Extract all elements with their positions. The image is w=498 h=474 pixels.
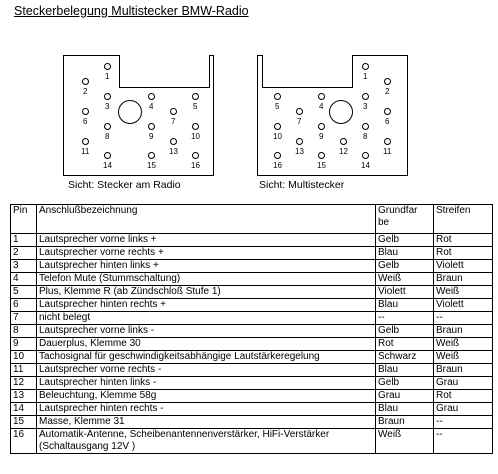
pin-15	[318, 152, 325, 159]
caption-radio: Sicht: Stecker am Radio	[68, 179, 181, 191]
table-row	[11, 247, 493, 260]
cell-streifen: --	[434, 416, 493, 429]
pin-11	[384, 138, 391, 145]
cell-bezeichnung: Beleuchtung, Klemme 58g	[37, 390, 376, 403]
pin-14	[104, 152, 111, 159]
header-grundfarbe	[376, 205, 434, 234]
pin-label-15: 15	[147, 161, 156, 170]
pin-16	[192, 152, 199, 159]
pin-label-11: 11	[81, 147, 90, 156]
table-row	[11, 273, 493, 286]
cell-streifen: Braun	[434, 273, 493, 286]
pin-label-5: 5	[193, 102, 198, 111]
cell-pin: 4	[11, 273, 37, 286]
pin-3	[362, 93, 369, 100]
table-row	[11, 234, 493, 247]
cell-bezeichnung: Tachosignal für geschwindigkeitsabhängige Lautstärkeregelung	[37, 351, 376, 364]
pin-7	[170, 108, 177, 115]
cell-grundfarbe: Gelb	[376, 234, 434, 247]
pin-table	[10, 204, 493, 454]
pin-label-14: 14	[103, 161, 112, 170]
header-grundfarbe-text: Grundfarbe	[378, 205, 418, 228]
cell-bezeichnung: Lautsprecher hinten links -	[37, 377, 376, 390]
cell-pin: 7	[11, 312, 37, 325]
cell-streifen: --	[434, 312, 493, 325]
center-hole	[118, 100, 142, 124]
connector-diagram-multistecker	[257, 55, 408, 176]
pin-4	[148, 93, 155, 100]
connector-notch	[119, 55, 210, 88]
pin-9	[148, 123, 155, 130]
cell-streifen: Braun	[434, 325, 493, 338]
cell-streifen: Grau	[434, 403, 493, 416]
pin-5	[192, 93, 199, 100]
cell-grundfarbe: Schwarz	[376, 351, 434, 364]
pin-9	[318, 123, 325, 130]
pin-label-1: 1	[363, 72, 368, 81]
cell-grundfarbe: Braun	[376, 416, 434, 429]
cell-grundfarbe: Blau	[376, 403, 434, 416]
table-body	[11, 234, 493, 454]
cell-streifen: Grau	[434, 377, 493, 390]
pin-label-7: 7	[171, 117, 176, 126]
cell-streifen: Weiß	[434, 286, 493, 299]
cell-pin: 15	[11, 416, 37, 429]
cell-pin: 5	[11, 286, 37, 299]
cell-bezeichnung: Telefon Mute (Stummschaltung)	[37, 273, 376, 286]
pin-label-2: 2	[83, 87, 88, 96]
table-row	[11, 260, 493, 273]
pin-label-1: 1	[105, 72, 110, 81]
pin-label-9: 9	[319, 132, 324, 141]
pin-8	[104, 123, 111, 130]
pin-1	[362, 63, 369, 70]
cell-pin: 11	[11, 364, 37, 377]
table-row	[11, 429, 493, 454]
pin-label-2: 2	[385, 87, 390, 96]
cell-grundfarbe: Gelb	[376, 260, 434, 273]
cell-grundfarbe: Gelb	[376, 377, 434, 390]
table-row	[11, 364, 493, 377]
table-row	[11, 312, 493, 325]
cell-streifen: --	[434, 429, 493, 454]
pin-label-16: 16	[191, 161, 200, 170]
cell-pin: 3	[11, 260, 37, 273]
cell-bezeichnung: Dauerplus, Klemme 30	[37, 338, 376, 351]
cell-pin: 16	[11, 429, 37, 454]
header-bezeichnung: Anschlußbezeichnung	[37, 205, 376, 234]
pin-label-4: 4	[149, 102, 154, 111]
cell-streifen: Weiß	[434, 351, 493, 364]
pin-label-7: 7	[297, 117, 302, 126]
cell-bezeichnung: Lautsprecher hinten rechts -	[37, 403, 376, 416]
pin-label-15: 15	[317, 161, 326, 170]
cell-bezeichnung: Masse, Klemme 31	[37, 416, 376, 429]
pin-label-9: 9	[149, 132, 154, 141]
table-row	[11, 390, 493, 403]
cell-streifen: Rot	[434, 390, 493, 403]
pin-13	[170, 138, 177, 145]
cell-grundfarbe: Blau	[376, 364, 434, 377]
cell-bezeichnung: Lautsprecher vorne links -	[37, 325, 376, 338]
pin-label-12: 12	[339, 147, 348, 156]
pin-4	[318, 93, 325, 100]
pin-label-13: 13	[295, 147, 304, 156]
pin-label-16: 16	[273, 161, 282, 170]
cell-streifen: Rot	[434, 234, 493, 247]
pin-label-8: 8	[363, 132, 368, 141]
pin-label-10: 10	[191, 132, 200, 141]
cell-bezeichnung: Lautsprecher vorne rechts -	[37, 364, 376, 377]
center-hole	[329, 100, 353, 124]
pin-label-3: 3	[363, 102, 368, 111]
cell-bezeichnung: nicht belegt	[37, 312, 376, 325]
pin-label-13: 13	[169, 147, 178, 156]
pin-8	[362, 123, 369, 130]
pin-label-5: 5	[275, 102, 280, 111]
pin-14	[362, 152, 369, 159]
pin-13	[296, 138, 303, 145]
cell-streifen: Weiß	[434, 338, 493, 351]
table-row	[11, 299, 493, 312]
cell-pin: 12	[11, 377, 37, 390]
pin-label-6: 6	[385, 117, 390, 126]
cell-pin: 13	[11, 390, 37, 403]
cell-pin: 9	[11, 338, 37, 351]
cell-grundfarbe: Grau	[376, 390, 434, 403]
cell-pin: 10	[11, 351, 37, 364]
pin-label-4: 4	[319, 102, 324, 111]
pin-label-8: 8	[105, 132, 110, 141]
header-streifen: Streifen	[434, 205, 493, 234]
pin-12	[340, 138, 347, 145]
pin-6	[82, 108, 89, 115]
cell-pin: 6	[11, 299, 37, 312]
cell-pin: 14	[11, 403, 37, 416]
cell-streifen: Braun	[434, 364, 493, 377]
pin-3	[104, 93, 111, 100]
pin-2	[82, 78, 89, 85]
connector-notch	[262, 55, 353, 88]
cell-bezeichnung: Lautsprecher vorne links +	[37, 234, 376, 247]
cell-grundfarbe: Violett	[376, 286, 434, 299]
pin-6	[384, 108, 391, 115]
cell-bezeichnung: Lautsprecher hinten rechts +	[37, 299, 376, 312]
pin-2	[384, 78, 391, 85]
cell-grundfarbe: Weiß	[376, 273, 434, 286]
pin-1	[104, 63, 111, 70]
table-row	[11, 377, 493, 390]
cell-bezeichnung: Automatik-Antenne, Scheibenantennenverstärker, HiFi-Verstärker (Schaltausgang 12V )	[37, 429, 376, 454]
cell-bezeichnung: Plus, Klemme R (ab Zündschloß Stufe 1)	[37, 286, 376, 299]
cell-grundfarbe: Rot	[376, 338, 434, 351]
pin-label-6: 6	[83, 117, 88, 126]
cell-streifen: Violett	[434, 260, 493, 273]
table-row	[11, 351, 493, 364]
cell-grundfarbe: Gelb	[376, 325, 434, 338]
pin-11	[82, 138, 89, 145]
table-row	[11, 338, 493, 351]
pin-5	[274, 93, 281, 100]
pin-10	[192, 123, 199, 130]
table-row	[11, 286, 493, 299]
pin-7	[296, 108, 303, 115]
pin-15	[148, 152, 155, 159]
cell-streifen: Rot	[434, 247, 493, 260]
cell-pin: 1	[11, 234, 37, 247]
cell-bezeichnung: Lautsprecher hinten links +	[37, 260, 376, 273]
cell-grundfarbe: Weiß	[376, 429, 434, 454]
cell-streifen: Violett	[434, 299, 493, 312]
pin-label-14: 14	[361, 161, 370, 170]
cell-grundfarbe: Blau	[376, 299, 434, 312]
caption-multistecker: Sicht: Multistecker	[259, 179, 345, 191]
cell-pin: 2	[11, 247, 37, 260]
table-row	[11, 325, 493, 338]
connector-diagram-radio	[63, 55, 214, 176]
cell-grundfarbe: --	[376, 312, 434, 325]
pin-label-10: 10	[273, 132, 282, 141]
cell-bezeichnung: Lautsprecher vorne rechts +	[37, 247, 376, 260]
pin-16	[274, 152, 281, 159]
table-row	[11, 403, 493, 416]
table-header-row	[11, 205, 493, 234]
cell-grundfarbe: Blau	[376, 247, 434, 260]
pin-label-3: 3	[105, 102, 110, 111]
page-title: Steckerbelegung Multistecker BMW-Radio	[14, 4, 249, 18]
pin-label-11: 11	[383, 147, 392, 156]
table-row	[11, 416, 493, 429]
header-pin: Pin	[11, 205, 37, 234]
pin-10	[274, 123, 281, 130]
cell-pin: 8	[11, 325, 37, 338]
